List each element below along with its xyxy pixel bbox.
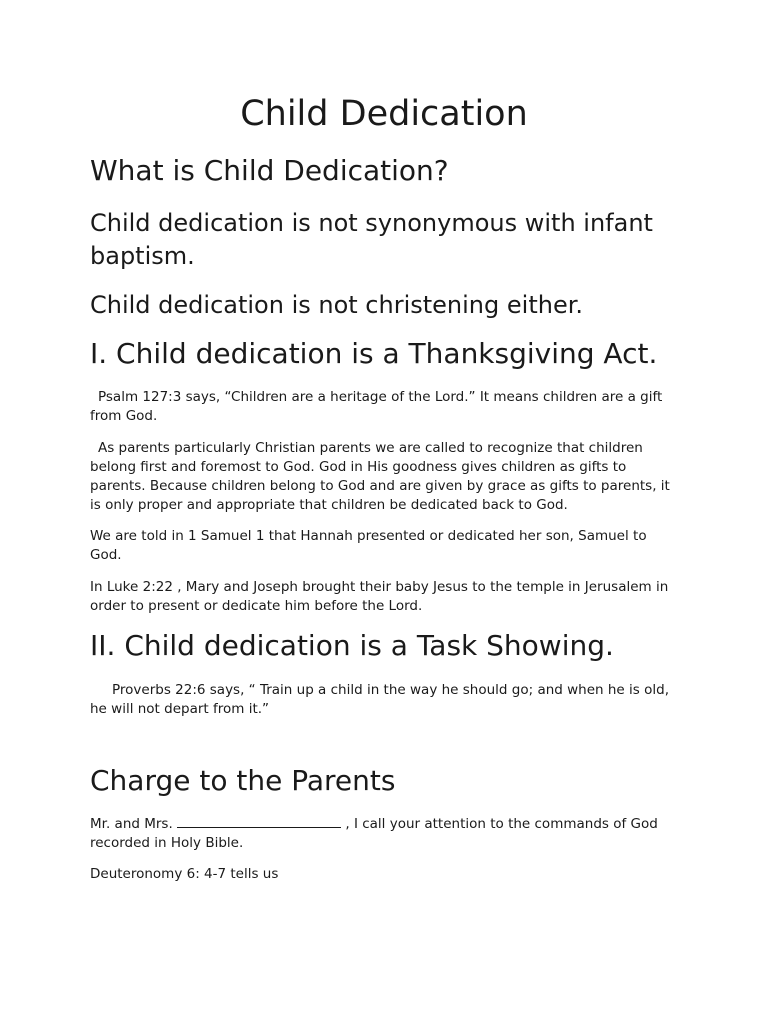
intro-paragraph-1: Child dedication is not synonymous with infant baptism. bbox=[90, 209, 653, 270]
intro-paragraph-2: Child dedication is not christening either. bbox=[90, 291, 583, 319]
document-title: Child Dedication bbox=[240, 94, 528, 134]
charge-paragraph bbox=[90, 815, 680, 853]
charge-line-suffix: , I call your attention to the commands of God recorded in Holy Bible. bbox=[90, 816, 658, 851]
charge-heading: Charge to the Parents bbox=[90, 764, 396, 797]
intro-heading: What is Child Dedication? bbox=[90, 154, 449, 187]
parent-name-blank bbox=[177, 815, 341, 828]
section-1-paragraph-3: We are told in 1 Samuel 1 that Hannah presented or dedicated her son, Samuel to God. bbox=[90, 528, 647, 563]
section-2-paragraph-1: Proverbs 22:6 says, “ Train up a child in the way he should go; and when he is old, he will not depart from it.” bbox=[90, 682, 669, 717]
section-1-paragraph-1: Psalm 127:3 says, “Children are a heritage of the Lord.” It means children are a gift from God. bbox=[90, 389, 663, 424]
charge-line-prefix: Mr. and Mrs. bbox=[90, 816, 173, 832]
section-1-paragraph-2: As parents particularly Christian parents we are called to recognize that children belong first and foremost to God. God in His goodness gives children as gifts to parents. Because children belong to God and are given by grace as gifts to parents, it is only proper and appropriate that children be dedicated back to God. bbox=[90, 440, 670, 513]
section-1-paragraph-4: In Luke 2:22 , Mary and Joseph brought their baby Jesus to the temple in Jerusalem in order to present or dedicate him before the Lord. bbox=[90, 579, 669, 614]
section-2-heading: II. Child dedication is a Task Showing. bbox=[90, 629, 614, 662]
section-1-heading: I. Child dedication is a Thanksgiving Act. bbox=[90, 337, 658, 370]
deuteronomy-reference: Deuteronomy 6: 4-7 tells us bbox=[90, 866, 279, 882]
